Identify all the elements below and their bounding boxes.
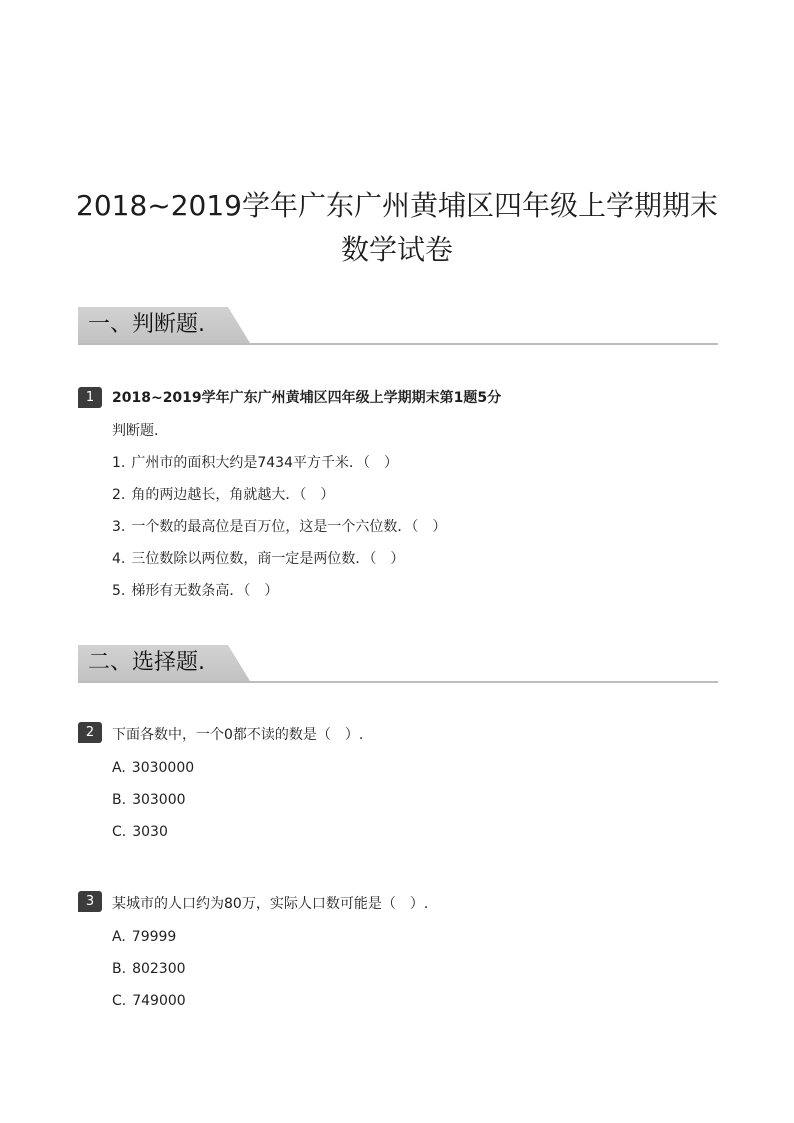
question-number-badge: 1 [78, 387, 102, 408]
list-item: 5. 梯形有无数条高．（ ） [112, 583, 279, 599]
section-header-judgement [78, 307, 718, 345]
question-text: 某城市的人口约为80万，实际人口数可能是（ ）. [112, 896, 429, 912]
section-title: 一、判断题. [88, 312, 205, 337]
option-item: A. 79999 [112, 929, 177, 945]
question-heading: 2018~2019学年广东广州黄埔区四年级上学期期末第1题5分 [112, 390, 502, 406]
list-item: 3. 一个数的最高位是百万位，这是一个六位数．（ ） [112, 519, 447, 535]
option-item: A. 3030000 [112, 760, 195, 776]
section-title: 二、选择题. [88, 650, 205, 675]
list-item: 2. 角的两边越长，角就越大．（ ） [112, 487, 335, 503]
option-item: B. 303000 [112, 792, 186, 808]
question-number-badge: 2 [78, 722, 102, 743]
question-number-badge: 3 [78, 891, 102, 912]
section-divider [78, 343, 718, 345]
page-title [60, 184, 734, 272]
list-item: 4. 三位数除以两位数，商一定是两位数．（ ） [112, 551, 405, 567]
section-divider [78, 681, 718, 683]
list-item: 1. 广州市的面积大约是7434平方千米．（ ） [112, 455, 398, 471]
title-line-2: 数学试卷 [340, 233, 453, 266]
option-item: C. 3030 [112, 824, 168, 840]
section-header-choice [78, 645, 718, 683]
option-item: C. 749000 [112, 993, 186, 1009]
title-line-1: 2018~2019学年广东广州黄埔区四年级上学期期末 [76, 189, 718, 222]
question-text: 下面各数中，一个0都不读的数是（ ）. [112, 727, 364, 743]
option-item: B. 802300 [112, 961, 186, 977]
question-instruction: 判断题. [112, 423, 159, 439]
